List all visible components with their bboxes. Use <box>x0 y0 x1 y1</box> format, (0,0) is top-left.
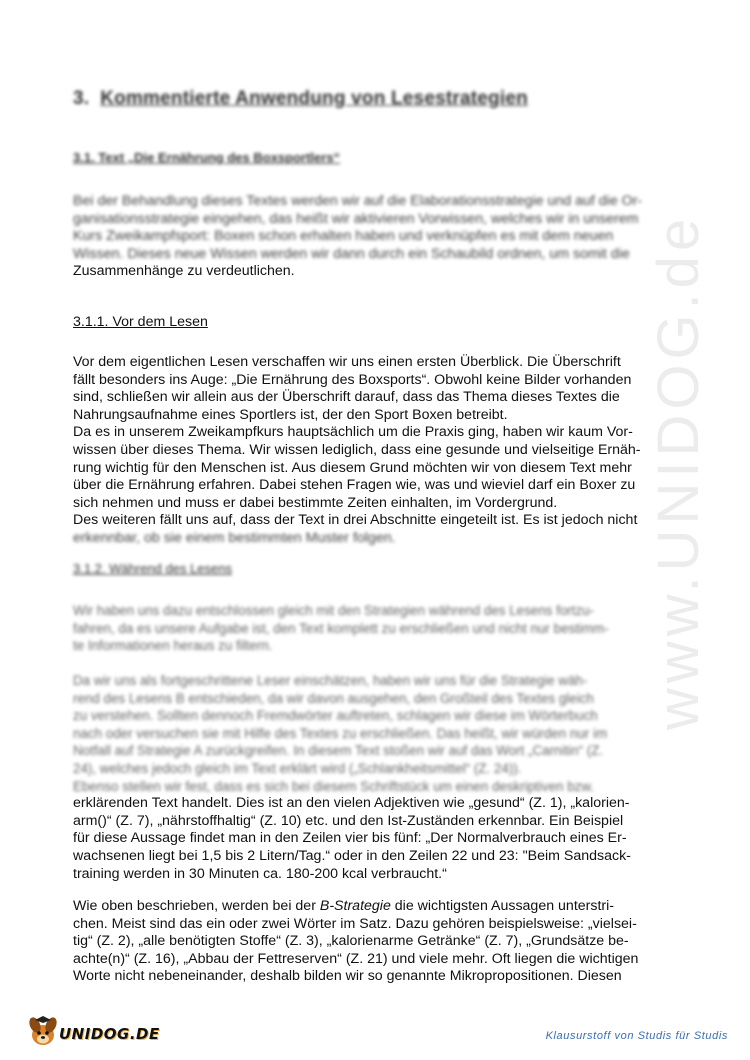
text-line: fällt besonders ins Auge: „Die Ernährung des Boxsports“. Obwohl keine Bilder vorhanden <box>73 371 632 388</box>
text-line: Vor dem eigentlichen Lesen verschaffen wir uns einen ersten Überblick. Die Überschrift <box>73 354 621 370</box>
text-line: wissen über dieses Thema. Wir wissen lediglich, dass eine gesunde und vielseitige Ernäh- <box>73 441 641 458</box>
chapter-number: 3. <box>73 88 90 109</box>
text-line: nach oder versuchen sie mit Hilfe des Textes zu erschließen. Das heißt, wir würden nur im <box>73 725 608 741</box>
section-3-1-intro <box>73 193 675 281</box>
text-line: sich nehmen und muss er dabei bestimmte Zeiten einhalten, im Vordergrund. <box>73 494 558 511</box>
text-line: Ebenso stellen wir fest, dass es sich bei diesem Schriftstück um einen deskriptiven bzw. <box>73 778 594 794</box>
chapter-title: Kommentierte Anwendung von Lesestrategien <box>100 88 528 109</box>
text-line: Wie oben beschrieben, werden bei der B-Strategie die wichtigsten Aussagen unterstri- <box>73 898 615 914</box>
text-line: Zusammenhänge zu verdeutlichen. <box>73 263 295 280</box>
text-line: erklärenden Text handelt. Dies ist an den vielen Adjektiven wie „gesund“ (Z. 1), „kalorien- <box>73 795 630 812</box>
section-3-1-2-para2 <box>73 672 675 883</box>
text-line: sind, schließen wir allein aus der Überschrift darauf, dass das Thema dieses Textes die <box>73 389 620 406</box>
text-line: tig“ (Z. 2), „alle benötigten Stoffe“ (Z. 3), „kalorienarme Getränke“ (Z. 7), „Grundsätze be- <box>73 933 629 950</box>
text-line: Bei der Behandlung dieses Textes werden wir auf die Elaborationsstrategie und auf die Or- <box>73 193 643 209</box>
text-line: für diese Aussage findet man in den Zeilen vier bis fünf: „Der Normalverbrauch eines Er- <box>73 830 627 847</box>
chapter-heading <box>73 88 673 110</box>
section-3-1-2-para3 <box>73 898 675 986</box>
text-line: Des weiteren fällt uns auf, dass der Text in drei Abschnitte eingeteilt ist. Es ist jedoch nicht <box>73 512 638 529</box>
section-title-3-1-1: 3.1.1. Vor dem Lesen <box>73 314 208 330</box>
logo-text: UNIDOG.DE <box>59 1025 160 1043</box>
watermark: www.UNIDOG.de <box>646 213 711 730</box>
unidog-logo[interactable] <box>26 1015 160 1053</box>
text-line: training werden in 30 Minuten ca. 180-200 kcal verbraucht.“ <box>73 865 447 882</box>
section-title-3-1: 3.1. Text „Die Ernährung des Boxsportlers“ <box>73 150 341 165</box>
text-line: 24), welches jedoch gleich im Text erklärt wird („Schlankheitsmittel“ (Z. 24)). <box>73 760 522 776</box>
text-line: wachsenen liegt bei 1,5 bis 2 Litern/Tag.“ oder in den Zeilen 22 und 23: "Beim Sandsack- <box>73 847 631 864</box>
text-line: achte(n)“ (Z. 16), „Abbau der Fettreserven“ (Z. 21) und viele mehr. Oft liegen die wichtigen <box>73 950 639 967</box>
text-line: Nahrungsaufnahme eines Sportlers ist, der den Sport Boxen betreibt. <box>73 406 508 423</box>
section-3-1-2-para1 <box>73 602 675 655</box>
text-line: Kurs Zweikampfsport: Boxen schon erhalten haben und verknüpfen es mit dem neuen <box>73 228 614 245</box>
text-line: ganisationsstrategie eingehen, das heißt wir aktivieren Vorwissen, welches wir in unserem <box>73 210 639 227</box>
footer-tagline: Klausurstoff von Studis für Studis <box>545 1030 728 1042</box>
text-line: chen. Meist sind das ein oder zwei Wörter im Satz. Dazu gehören beispielsweise: „vielsei- <box>73 915 637 932</box>
text-line: Wissen. Dieses neue Wissen werden wir dann durch ein Schaubild ordnen, um somit die <box>73 245 630 262</box>
section-3-1-1-body <box>73 354 675 548</box>
text-line: Notfall auf Strategie A zurückgreifen. In diesem Text stoßen wir auf das Wort „Carnitin“ (Z. <box>73 743 604 759</box>
text-line: arm()“ (Z. 7), „nährstoffhaltig“ (Z. 10) etc. und den Ist-Zuständen erkennbar. Ein Beispiel <box>73 812 624 829</box>
text-line: rung wichtig für den Menschen ist. Aus diesem Grund möchten wir von diesem Text mehr <box>73 459 632 476</box>
text-line: über die Ernährung erfahren. Dabei stehen Fragen wie, was und wieviel darf ein Boxer zu <box>73 477 636 494</box>
text-line: fahren, da es unsere Aufgabe ist, den Text komplett zu erschließen und nicht nur bestimm- <box>73 620 609 636</box>
text-line: erkennbar, ob sie einem bestimmten Muster folgen. <box>73 529 396 546</box>
text-line: Worte nicht nebeneinander, deshalb bilden wir so genannte Mikropropositionen. Diesen <box>73 968 622 985</box>
text-line: Wir haben uns dazu entschlossen gleich mit den Strategien während des Lesens fortzu- <box>73 603 595 618</box>
section-title-3-1-2: 3.1.2. Während des Lesens <box>73 561 232 576</box>
dog-mascot-icon <box>26 1015 60 1049</box>
text-line: te Informationen heraus zu filtern. <box>73 638 273 654</box>
text-line: zu verstehen. Sollten dennoch Fremdwörter auftreten, schlagen wir diese im Wörterbuch <box>73 708 598 724</box>
text-line: rend des Lesens B entschieden, da wir davon ausgehen, den Großteil des Textes gleich <box>73 690 594 706</box>
text-line: Da es in unserem Zweikampfkurs hauptsächlich um die Praxis ging, haben wir kaum Vor- <box>73 424 633 441</box>
text-line: Da wir uns als fortgeschrittene Leser einschätzen, haben wir uns für die Strategie wäh- <box>73 673 588 688</box>
